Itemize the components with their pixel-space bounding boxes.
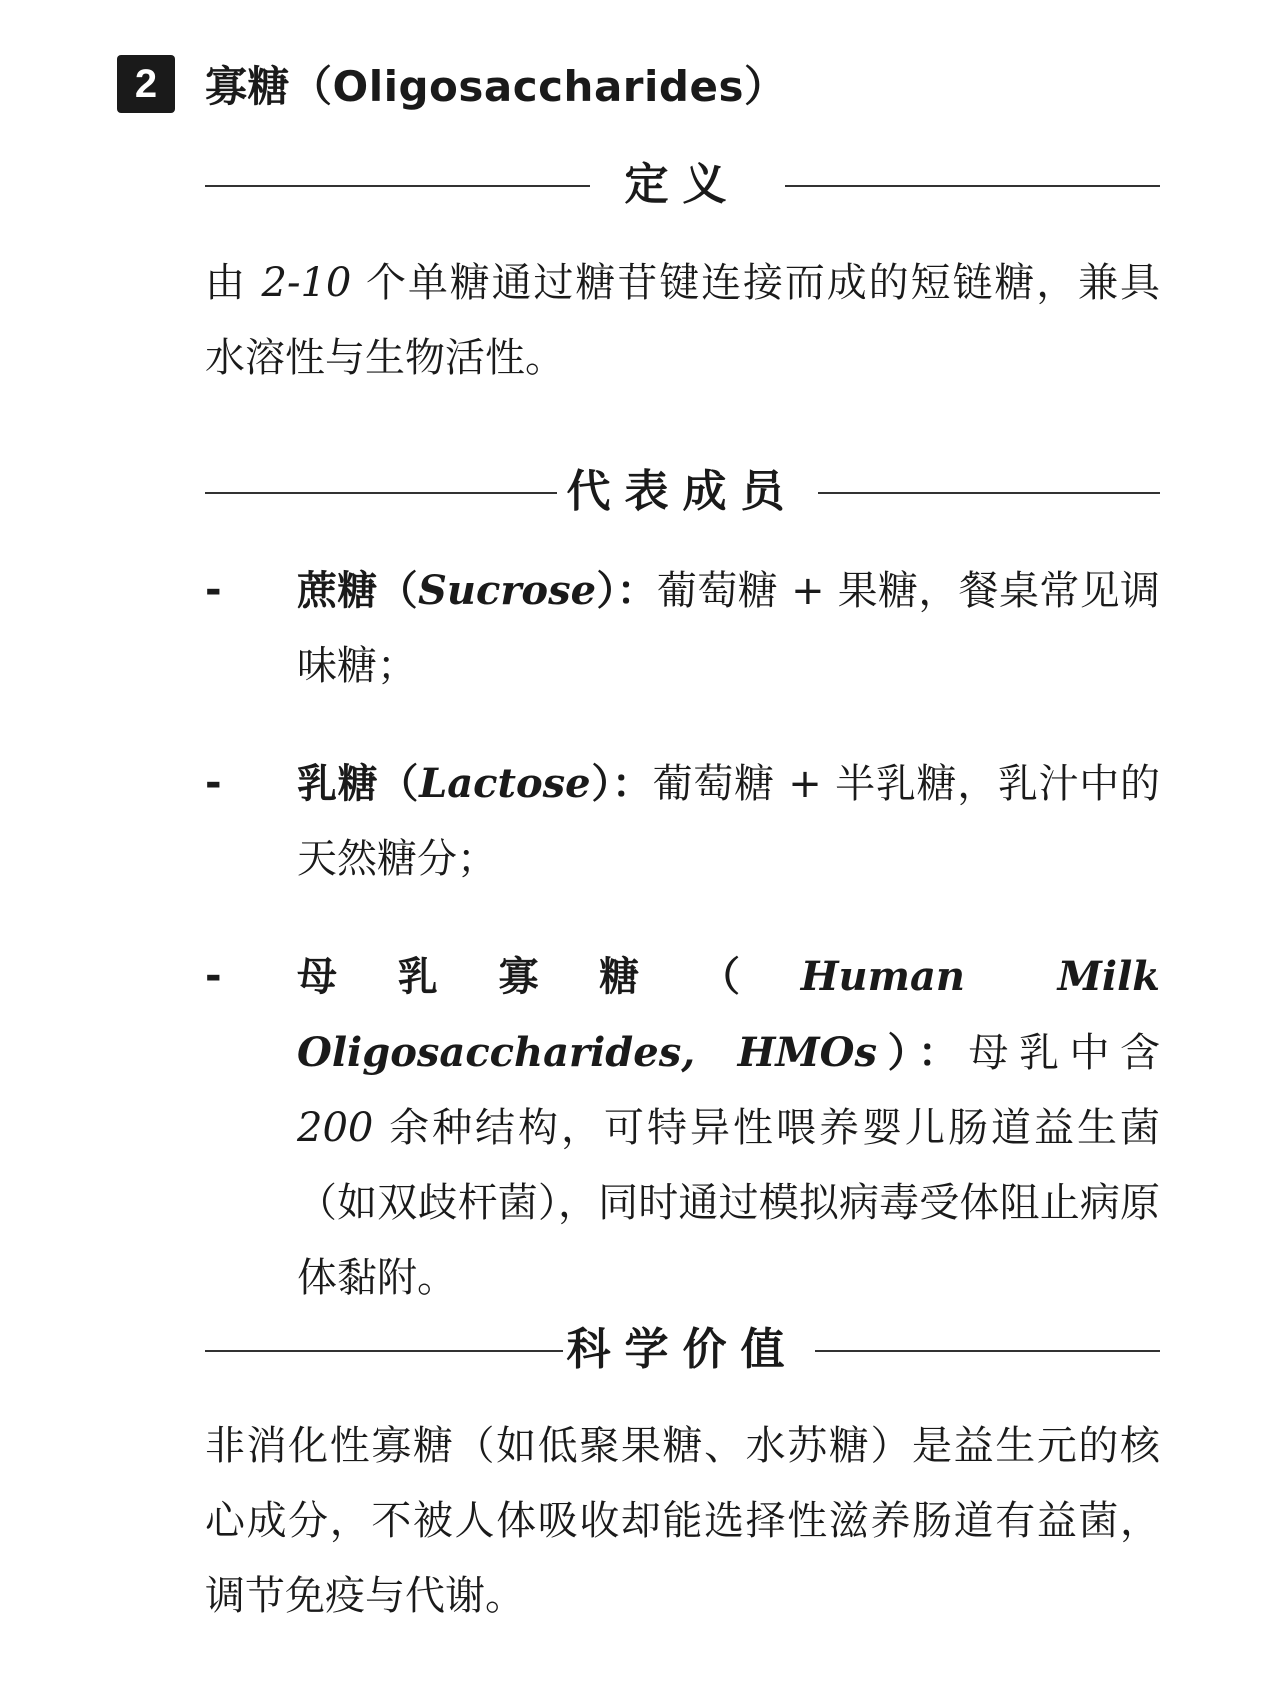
term-close: ）： (877, 1030, 969, 1076)
term-desc-pre: 母乳中含 (968, 1030, 1161, 1076)
list-item-body (297, 939, 1160, 1316)
list-item-body (297, 746, 1160, 897)
list-item-body (297, 553, 1160, 704)
definition-heading: 定义 (624, 159, 741, 210)
list-bullet: - (205, 567, 222, 613)
value-divider (205, 1320, 1160, 1380)
definition-text-post: 个单糖通过糖苷键连接而成的短链糖，兼具水溶性与生物活性。 (205, 260, 1160, 381)
list-item-hmos (205, 939, 1160, 1316)
term-zh: 乳糖（ (297, 761, 420, 807)
list-bullet: - (205, 760, 222, 806)
term-en: Human Milk Oligosaccharides, HMOs (297, 953, 1161, 1076)
divider-line-right (818, 492, 1160, 494)
term-label (297, 761, 653, 807)
list-bullet: - (205, 953, 222, 999)
value-text: 非消化性寡糖（如低聚果糖、水苏糖）是益生元的核心成分，不被人体吸收却能选择性滋养肠道有益菌，调节免疫与代谢。 (205, 1423, 1160, 1619)
divider-line-right (815, 1350, 1160, 1352)
members-divider (205, 462, 1160, 522)
term-desc: 葡萄糖 + 果糖，餐桌常见调味糖； (297, 568, 1160, 689)
term-en: Sucrose (418, 567, 597, 614)
definition-text (205, 246, 1160, 396)
section-number-badge: 2 (117, 55, 175, 113)
definition-number: 2-10 (261, 260, 352, 306)
term-close: ）： (590, 761, 653, 807)
list-item-sucrose (205, 553, 1160, 704)
value-heading: 科学价值 (566, 1324, 799, 1375)
members-heading: 代表成员 (566, 466, 799, 517)
section-header (117, 54, 786, 114)
divider-line-right (785, 185, 1160, 187)
list-item-lactose (205, 746, 1160, 897)
term-zh: 母乳寡糖（ (297, 954, 801, 1000)
definition-text-pre: 由 (205, 260, 262, 306)
term-desc-post: 余种结构，可特异性喂养婴儿肠道益生菌（如双歧杆菌），同时通过模拟病毒受体阻止病原体黏附。 (297, 1105, 1160, 1301)
term-label (297, 568, 657, 614)
term-desc: 葡萄糖 + 半乳糖，乳汁中的天然糖分； (297, 761, 1161, 882)
term-desc-number: 200 (297, 1105, 374, 1151)
term-zh: 蔗糖（ (297, 568, 418, 614)
term-close: ）： (596, 568, 658, 614)
section-title: 寡糖（Oligosaccharides） (205, 62, 787, 111)
term-en: Lactose (419, 760, 591, 807)
definition-divider (205, 155, 1160, 215)
